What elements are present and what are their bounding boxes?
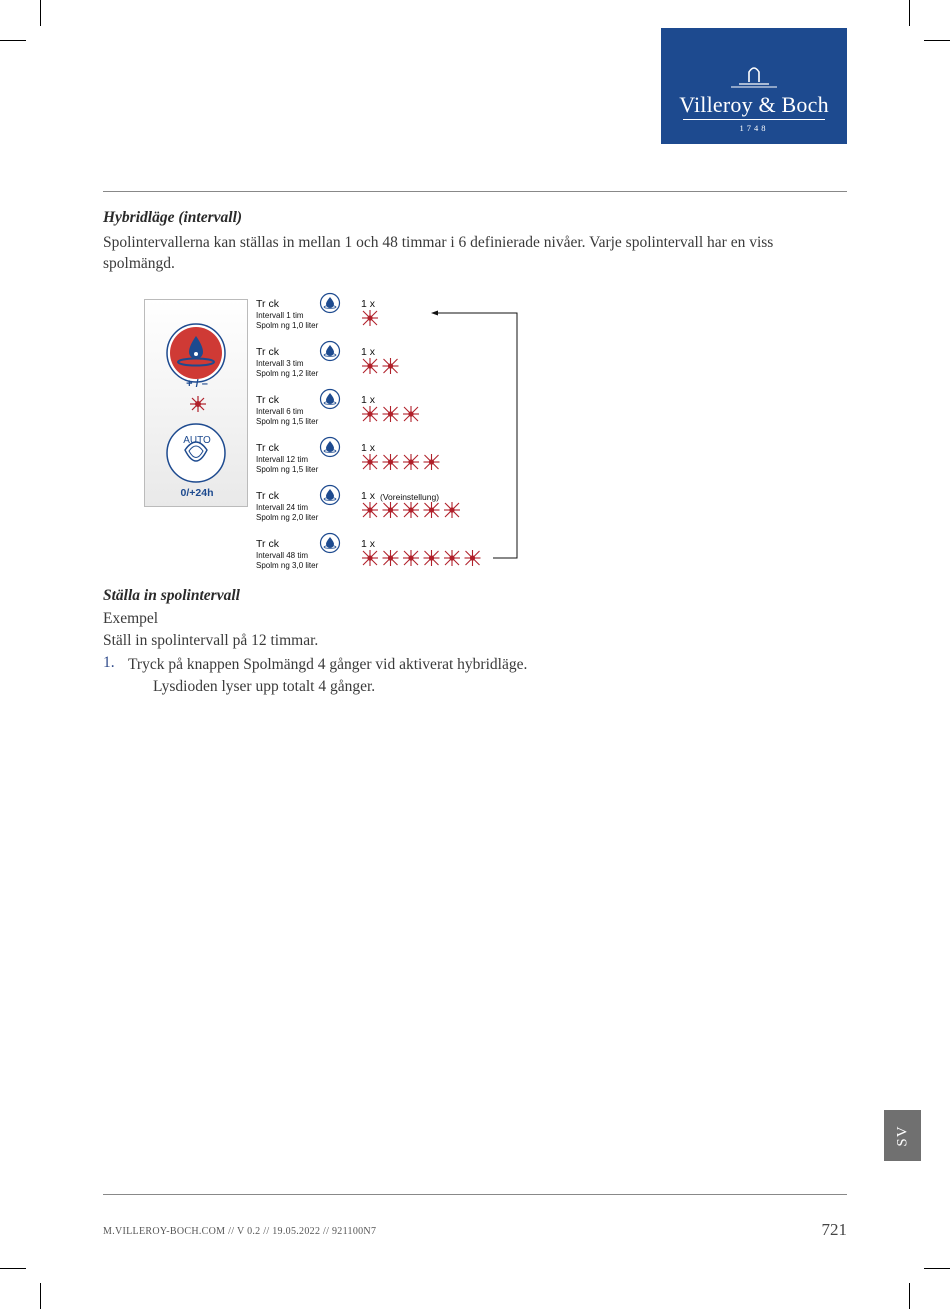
led-flash-icon	[383, 550, 399, 566]
page-number: 721	[821, 1220, 847, 1239]
level-volume: Spolm ng 1,5 liter	[256, 465, 319, 474]
led-flash-icon	[362, 310, 378, 326]
brand-year: 1748	[739, 123, 769, 133]
interval-levels-diagram	[250, 290, 530, 580]
level-volume: Spolm ng 2,0 liter	[256, 513, 319, 522]
arrowhead-icon	[431, 311, 438, 316]
led-flash-icon	[444, 550, 460, 566]
footer-text: M.VILLEROY-BOCH.COM // V 0.2 // 19.05.2022 // 921100N7	[103, 1226, 377, 1237]
led-flash-icon	[362, 454, 378, 470]
led-flash-icon	[424, 550, 440, 566]
level-press-count: 1 x	[361, 442, 376, 454]
panel-led-icon	[190, 396, 206, 412]
led-flash-icon	[444, 502, 460, 518]
level-press-label: Tr ck	[256, 442, 279, 454]
led-flash-icon	[362, 358, 378, 374]
level-interval: Intervall 1 tim	[256, 311, 304, 320]
led-flash-icon	[424, 502, 440, 518]
diagram-graphics	[250, 290, 530, 580]
step-result: Lysdioden lyser upp totalt 4 gånger.	[153, 678, 376, 695]
led-flash-icon	[465, 550, 481, 566]
level-volume: Spolm ng 1,2 liter	[256, 369, 319, 378]
level-volume: Spolm ng 3,0 liter	[256, 561, 319, 570]
language-tab	[884, 1110, 921, 1161]
brand-name: Villeroy & Boch	[679, 92, 829, 117]
level-interval: Intervall 3 tim	[256, 359, 304, 368]
panel-auto-label: AUTO	[183, 435, 211, 446]
flush-button-icon	[321, 486, 340, 505]
crop-mark	[0, 1268, 26, 1269]
led-flash-icon	[362, 550, 378, 566]
led-flash-icon	[403, 502, 419, 518]
level-press-label: Tr ck	[256, 538, 279, 550]
level-press-label: Tr ck	[256, 298, 279, 310]
level-interval: Intervall 48 tim	[256, 551, 309, 560]
crop-mark	[0, 40, 26, 41]
led-flash-icon	[383, 358, 399, 374]
section-intro: Spolintervallerna kan ställas in mellan 1 och 48 timmar i 6 definierade nivåer. Varje spolintervall har en viss spolmängd.	[103, 234, 774, 272]
instructions-heading: Ställa in spolintervall	[103, 587, 240, 604]
header-divider	[103, 191, 847, 192]
flush-button-icon	[321, 342, 340, 361]
level-interval: Intervall 6 tim	[256, 407, 304, 416]
level-press-count: 1 x	[361, 490, 376, 502]
footer-divider	[103, 1194, 847, 1195]
crop-mark	[924, 40, 950, 41]
language-tab-label: SV	[894, 1124, 910, 1147]
step-number: 1.	[103, 654, 115, 671]
led-flash-icon	[383, 454, 399, 470]
led-flash-icon	[362, 502, 378, 518]
example-label: Exempel	[103, 610, 159, 627]
level-note: (Voreinstellung)	[380, 492, 440, 502]
cycle-arrow-line	[436, 313, 517, 558]
fountain-emblem-icon	[661, 48, 847, 88]
crop-mark	[40, 0, 41, 26]
level-press-count: 1 x	[361, 346, 376, 358]
brand-logo	[661, 28, 847, 144]
panel-toggle-label: 0/+24h	[180, 487, 214, 499]
led-flash-icon	[362, 406, 378, 422]
brand-underline	[683, 119, 825, 120]
level-volume: Spolm ng 1,0 liter	[256, 321, 319, 330]
flush-button-icon	[321, 294, 340, 313]
crop-mark	[40, 1283, 41, 1309]
level-press-label: Tr ck	[256, 394, 279, 406]
led-flash-icon	[403, 550, 419, 566]
led-flash-icon	[403, 454, 419, 470]
level-press-count: 1 x	[361, 394, 376, 406]
level-interval: Intervall 12 tim	[256, 455, 309, 464]
level-interval: Intervall 24 tim	[256, 503, 309, 512]
flush-button-icon	[321, 534, 340, 553]
level-press-count: 1 x	[361, 538, 376, 550]
crop-mark	[924, 1268, 950, 1269]
example-text: Ställ in spolintervall på 12 timmar.	[103, 632, 319, 649]
crop-mark	[909, 1283, 910, 1309]
flush-button-icon	[321, 438, 340, 457]
crop-mark	[909, 0, 910, 26]
panel-plus-minus-label: + / –	[186, 378, 208, 390]
led-flash-icon	[424, 454, 440, 470]
led-flash-icon	[383, 406, 399, 422]
level-press-label: Tr ck	[256, 490, 279, 502]
control-panel-graphic	[145, 300, 249, 508]
flush-button-icon	[321, 390, 340, 409]
step-text: Tryck på knappen Spolmängd 4 gånger vid aktiverat hybridläge.	[128, 656, 528, 673]
section-heading: Hybridläge (intervall)	[103, 209, 243, 226]
led-flash-icon	[403, 406, 419, 422]
led-flash-icon	[383, 502, 399, 518]
control-panel-illustration	[144, 299, 248, 507]
level-press-label: Tr ck	[256, 346, 279, 358]
level-press-count: 1 x	[361, 298, 376, 310]
level-volume: Spolm ng 1,5 liter	[256, 417, 319, 426]
